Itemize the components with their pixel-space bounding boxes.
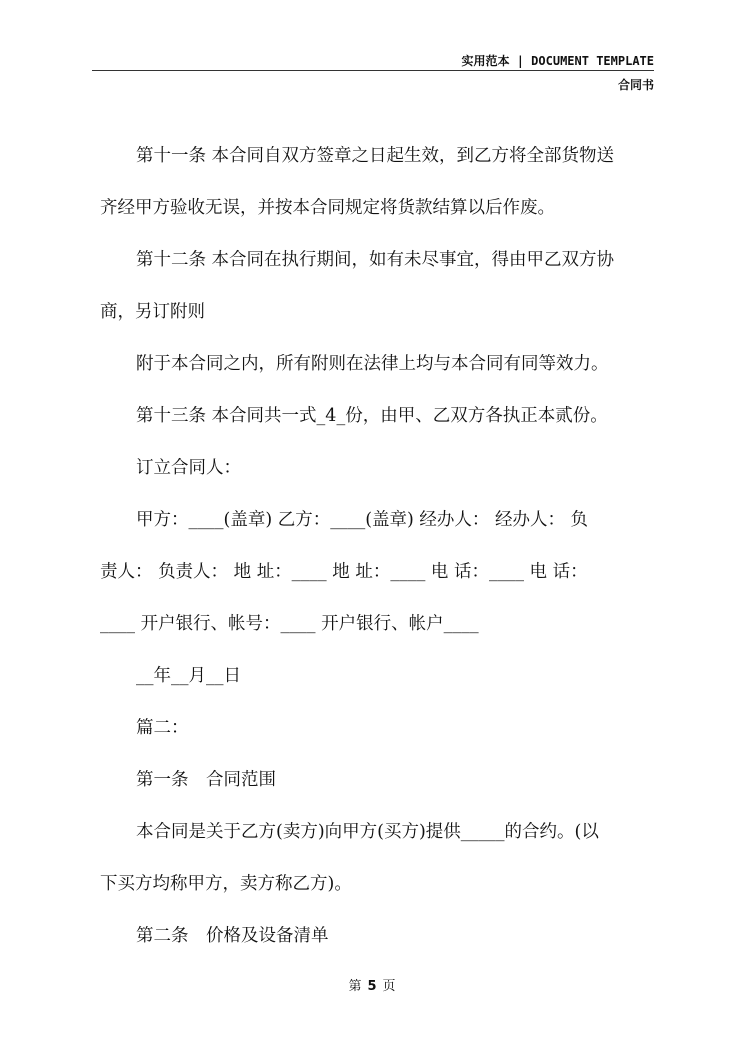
paragraph-line: ____ 开户银行、帐号：____ 开户银行、帐户____	[100, 614, 479, 634]
paragraph-line: 第一条 合同范围	[136, 770, 276, 790]
paragraph-line: 订立合同人：	[136, 458, 241, 478]
page-number: 5	[367, 979, 377, 994]
paragraph-line: 附于本合同之内，所有附则在法律上均与本合同有同等效力。	[136, 354, 609, 374]
footer-suffix: 页	[382, 979, 396, 994]
page-footer	[0, 975, 744, 994]
header-subtitle: 合同书	[617, 78, 654, 92]
paragraph-line: 第十三条 本合同共一式_4_份，由甲、乙双方各执正本贰份。	[136, 406, 608, 426]
paragraph-line: 本合同是关于乙方(卖方)向甲方(买方)提供_____的合约。(以	[136, 822, 599, 842]
paragraph-line: 甲方：____(盖章) 乙方：____(盖章) 经办人： 经办人： 负	[136, 510, 589, 530]
document-body	[100, 130, 656, 962]
paragraph-line: 责人： 负责人： 地 址：____ 地 址：____ 电 话：____ 电 话：	[100, 562, 588, 582]
page-header	[92, 52, 654, 92]
paragraph-line: 齐经甲方验收无误，并按本合同规定将货款结算以后作废。	[100, 198, 555, 218]
paragraph-line: 下买方均称甲方，卖方称乙方)。	[100, 874, 352, 894]
paragraph-line: 第十一条 本合同自双方签章之日起生效，到乙方将全部货物送	[136, 146, 615, 166]
paragraph-line: 第二条 价格及设备清单	[136, 926, 329, 946]
paragraph-line: 第十二条 本合同在执行期间，如有未尽事宜，得由甲乙双方协	[136, 250, 615, 270]
footer-prefix: 第	[348, 979, 362, 994]
paragraph-line: 篇二：	[136, 718, 189, 738]
paragraph-line: __年__月__日	[136, 666, 241, 686]
paragraph-line: 商，另订附则	[100, 302, 205, 322]
header-divider	[92, 70, 654, 71]
header-title: 实用范本 | DOCUMENT TEMPLATE	[461, 54, 654, 68]
